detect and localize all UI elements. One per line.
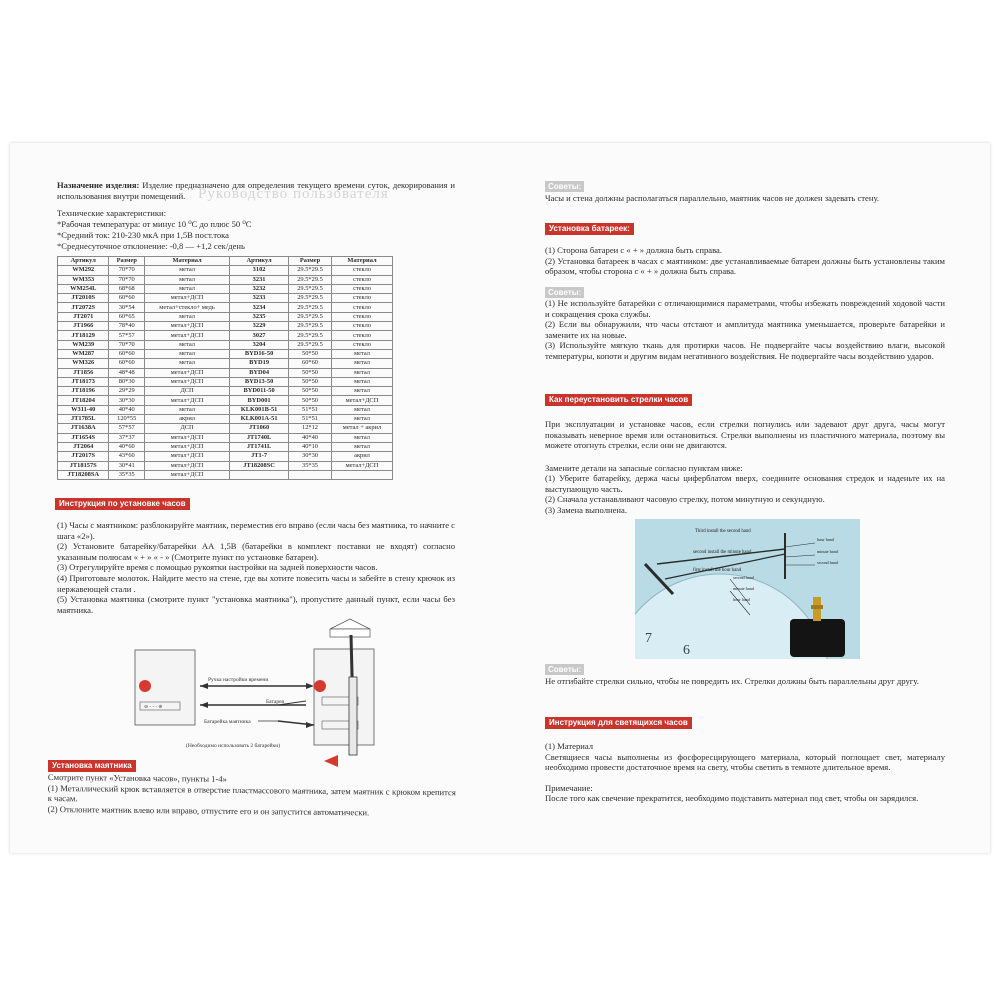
pendulum-step: (1) Металлический крюк вставляется в отверстие пластмассового маятника, затем маятник с крюком крепится к часам. (47, 782, 456, 804)
table-cell: метал + акрил (331, 424, 392, 433)
pendulum-step: (2) Отклоните маятник влево или вправо, отпустите его и он запустится автоматически. (47, 803, 370, 818)
table-cell: акрил (145, 415, 230, 424)
table-cell: метал (331, 349, 392, 358)
table-cell: стекло (331, 331, 392, 340)
table-row (58, 294, 393, 303)
table-cell: WM287 (58, 349, 109, 358)
table-cell (289, 470, 332, 479)
table-cell: метал+ДСП (145, 433, 230, 442)
table-cell: 3234 (230, 303, 289, 312)
glow-block (545, 741, 945, 804)
glow-header: Инструкция для светящихся часов (545, 717, 692, 729)
table-cell: метал (331, 377, 392, 386)
table-cell: JT18129 (58, 331, 109, 340)
table-cell: метал (331, 415, 392, 424)
table-cell: 68*68 (109, 284, 145, 293)
table-cell: JT1638A (58, 424, 109, 433)
tips2-step: (1) Не используйте батарейки с отличающимися параметрами, чтобы избежать повреждений ходовой части и сокращения срока службы. (545, 298, 945, 319)
table-cell: 29.5*29.5 (289, 275, 332, 284)
table-cell: 3232 (230, 284, 289, 293)
table-cell: JT2010S (58, 294, 109, 303)
install-steps (57, 520, 455, 615)
tips1-header: Советы: (545, 181, 584, 192)
table-row (58, 275, 393, 284)
hand-label: first install the hour hand (693, 568, 742, 573)
table-cell: 30*41 (109, 461, 145, 470)
table-row (58, 452, 393, 461)
table-cell: акрил (331, 452, 392, 461)
table-cell: 60*65 (109, 312, 145, 321)
table-cell: 40*10 (289, 442, 332, 451)
table-cell (331, 470, 392, 479)
table-row (58, 303, 393, 312)
table-cell: метал+ДСП (331, 396, 392, 405)
table-cell: метал+ДСП (145, 377, 230, 386)
hand-label: minute hand (817, 549, 838, 554)
table-header-cell: Материал (145, 257, 230, 266)
svg-text:6: 6 (683, 643, 690, 658)
label-time-knob: Ручка настройки времени (208, 677, 269, 683)
table-cell: метал+ДСП (145, 331, 230, 340)
table-cell: метал (145, 284, 230, 293)
table-cell: метал (331, 387, 392, 396)
table-cell: 29.5*29.5 (289, 294, 332, 303)
pendulum-block (48, 772, 456, 819)
table-cell: метал+ДСП (145, 452, 230, 461)
table-cell: 80*30 (109, 377, 145, 386)
table-cell: стекло (331, 322, 392, 331)
table-cell: 30*30 (289, 452, 332, 461)
table-header-cell: Артикул (230, 257, 289, 266)
table-row (58, 284, 393, 293)
install-step: (1) Часы с маятником: разблокируйте маятник, переместив его вправо (если часы без маятника, то начните с шага «2»). (57, 520, 455, 541)
tips1-text: Часы и стена должны располагаться параллельно, маятник часов не должен задевать стену. (545, 193, 880, 203)
specs-block (57, 208, 387, 252)
table-cell: JT1654S (58, 433, 109, 442)
hands-steps (545, 473, 945, 515)
table-cell: 3229 (230, 322, 289, 331)
svg-text:⊖ - - - ⊕: ⊖ - - - ⊕ (144, 705, 163, 710)
table-cell: 120*55 (109, 415, 145, 424)
battery-step: (2) Установка батареек в часах с маятником: две устанавливаемые батареи должны быть установлены таким образом, чтобы сторона с « + » должна быть справа. (545, 255, 945, 277)
table-cell: JT18173 (58, 377, 109, 386)
table-cell (230, 470, 289, 479)
table-cell: JT1741L (230, 442, 289, 451)
install-step: (2) Установите батарейку/батарейки АА 1,5В (батарейки в комплект поставки не входят) согласно указанным полюсам « + » « - » (Смотрите пункт по установке батареи). (57, 541, 455, 562)
table-cell: 35*35 (289, 461, 332, 470)
table-cell: метал+ДСП (331, 461, 392, 470)
table-cell: 35*35 (109, 470, 145, 479)
battery-diagram (128, 617, 458, 767)
table-cell: стекло (331, 266, 392, 275)
table-cell: 70*70 (109, 266, 145, 275)
table-cell: JT2071 (58, 312, 109, 321)
hands-header: Как переустановить стрелки часов (545, 394, 692, 406)
table-cell: 29.5*29.5 (289, 331, 332, 340)
table-row (58, 387, 393, 396)
table-cell: 48*48 (109, 368, 145, 377)
table-cell: 29.5*29.5 (289, 303, 332, 312)
table-header-row (58, 257, 393, 266)
table-cell: BYD13-50 (230, 377, 289, 386)
table-cell: 50*50 (289, 387, 332, 396)
table-cell: JT2017S (58, 452, 109, 461)
glow-material-title: (1) Материал (545, 741, 594, 751)
hands-para2: Замените детали на запасные согласно пунктам ниже: (545, 463, 743, 473)
table-cell: метал+ДСП (145, 470, 230, 479)
table-cell: стекло (331, 284, 392, 293)
table-row (58, 340, 393, 349)
tips2-step: (2) Если вы обнаружили, что часы отстают и амплитуда маятника уменьшается, проверьте батарейки и замените их на новые. (545, 319, 945, 340)
label-pendulum-battery: Батарейка маятника (204, 719, 251, 725)
table-row (58, 415, 393, 424)
table-cell: WM292 (58, 266, 109, 275)
table-cell: метал (145, 349, 230, 358)
table-cell: метал (145, 266, 230, 275)
table-cell: BYD04 (230, 368, 289, 377)
table-cell: метал+ДСП (145, 368, 230, 377)
tips3-header: Советы: (545, 664, 584, 675)
product-table (57, 256, 393, 480)
intro-text: Изделие предназначено для определения текущего времени суток, декорирования и использования внутри помещений. (57, 180, 455, 201)
table-cell: метал (145, 359, 230, 368)
table-cell: JT18157S (58, 461, 109, 470)
hands-para1: При эксплуатации и установке часов, если стрелки погнулись или задевают друг друга, часы могут показывать неверное время или остановиться. Стрелки выполнены из пластичного материала, поэтому вы можете отогнуть стрелки, если они не двигаются. (545, 419, 945, 451)
table-cell: JT18208SA (58, 470, 109, 479)
table-cell: 70*70 (109, 275, 145, 284)
tips2-header: Советы: (545, 287, 584, 298)
table-cell: JT1785L (58, 415, 109, 424)
table-cell: 3233 (230, 294, 289, 303)
table-header-cell: Размер (109, 257, 145, 266)
table-cell: WM353 (58, 275, 109, 284)
battery-steps (545, 245, 945, 277)
glow-material-text: Светящиеся часы выполнены из фосфоресцирующего материала, который поглощает свет, материалу необходимо провести достаточное время на свету, чтобы светить в темноте длительное время. (545, 751, 945, 773)
table-row (58, 433, 393, 442)
battery-step: (1) Сторона батареи с « + » должна быть справа. (545, 245, 722, 255)
spec-item: *Среднесуточное отклонение: -0,8 — +1,2 сек/день (57, 241, 245, 251)
table-cell: 60*60 (109, 359, 145, 368)
hand-label: second hand (733, 575, 754, 580)
table-cell: 60*60 (109, 294, 145, 303)
table-cell: 51*51 (289, 415, 332, 424)
table-cell: 78*40 (109, 322, 145, 331)
hands-step: (1) Уберите батарейку, держа часы циферблатом вверх, соедините основания стредок и наденьте их на выступающую часть. (545, 473, 945, 494)
hands-install-illustration (635, 519, 860, 659)
table-row (58, 424, 393, 433)
table-row (58, 442, 393, 451)
figure1-caption: (Необходимо использовать 2 батарейки) (186, 743, 281, 749)
table-cell: метал+ДСП (145, 322, 230, 331)
pendulum-intro: Смотрите пункт «Установка часов», пункты 1-4» (47, 772, 227, 784)
hands-step: (3) Замена выполнена. (545, 504, 627, 515)
pendulum-header: Установка маятника (48, 760, 136, 772)
table-row (58, 322, 393, 331)
table-cell: BYD011-50 (230, 387, 289, 396)
table-cell: WM254L (58, 284, 109, 293)
table-cell: 40*60 (109, 442, 145, 451)
table-row (58, 359, 393, 368)
table-cell: метал (331, 433, 392, 442)
table-cell: 29.5*29.5 (289, 340, 332, 349)
table-cell: 3235 (230, 312, 289, 321)
table-cell: 50*50 (289, 377, 332, 386)
hand-label: hour hand (817, 537, 834, 542)
table-cell: JT2064 (58, 442, 109, 451)
install-step: (3) Отрегулируйте время с помощью рукоятки настройки на задней поверхности часов. (57, 562, 378, 573)
table-cell: 57*57 (109, 331, 145, 340)
table-cell: 3027 (230, 331, 289, 340)
table-row (58, 349, 393, 358)
hands-step: (2) Сначала устанавливают часовую стрелку, потом минутную и секундную. (545, 494, 825, 505)
spec-item: *Рабочая температура: от минус 10 ⁰С до плюс 50 ⁰С (57, 219, 252, 229)
table-cell: JT1740L (230, 433, 289, 442)
table-cell: JT1-7 (230, 452, 289, 461)
table-cell: 3204 (230, 340, 289, 349)
table-cell: KLK001A-51 (230, 415, 289, 424)
table-cell: метал+ДСП (145, 442, 230, 451)
tips2-steps (545, 298, 945, 362)
table-row (58, 461, 393, 470)
hand-label: second install the minute hand (693, 550, 752, 555)
table-cell: BYD19 (230, 359, 289, 368)
table-cell: 29.5*29.5 (289, 266, 332, 275)
intro-label: Назначение изделия: (57, 180, 140, 190)
table-cell: метал+стекло+ медь (145, 303, 230, 312)
table-cell: 43*60 (109, 452, 145, 461)
table-cell: метал (331, 442, 392, 451)
hand-label: minute hand (733, 586, 754, 591)
table-row (58, 405, 393, 414)
table-cell: 30*30 (109, 396, 145, 405)
spec-item: *Средний ток: 210-230 мкА при 1,5В пост.тока (57, 230, 230, 240)
table-row (58, 377, 393, 386)
table-row (58, 470, 393, 479)
intro-paragraph (57, 180, 455, 201)
table-cell: 40*40 (109, 405, 145, 414)
table-cell: 29.5*29.5 (289, 284, 332, 293)
table-cell: JT18208SC (230, 461, 289, 470)
table-cell: метал (331, 359, 392, 368)
table-cell: JT1966 (58, 322, 109, 331)
tips3-text: Не отгибайте стрелки сильно, чтобы не повредить их. Стрелки должны быть параллельны друг другу. (545, 676, 919, 686)
table-cell: WM326 (58, 359, 109, 368)
table-row (58, 396, 393, 405)
hand-label: Third install the second hand (695, 529, 751, 534)
glow-note-text: После того как свечение прекратится, необходимо подставить материал под свет, чтобы он зарядился. (545, 793, 919, 804)
table-cell: JT1060 (230, 424, 289, 433)
install-header: Инструкция по установке часов (55, 498, 190, 510)
table-header-cell: Материал (331, 257, 392, 266)
table-cell: стекло (331, 294, 392, 303)
table-cell: ДСП (145, 424, 230, 433)
table-cell: метал (331, 405, 392, 414)
table-cell: JT18204 (58, 396, 109, 405)
specs-title: Технические характеристики: (57, 208, 166, 218)
table-cell: 70*70 (109, 340, 145, 349)
table-cell: KLK001B-51 (230, 405, 289, 414)
table-cell: стекло (331, 275, 392, 284)
table-cell: метал+ДСП (145, 396, 230, 405)
table-cell: 50*50 (289, 396, 332, 405)
table-cell: метал (145, 340, 230, 349)
table-cell: стекло (331, 340, 392, 349)
table-cell: 29.5*29.5 (289, 322, 332, 331)
table-cell: BYD001 (230, 396, 289, 405)
table-cell: метал (331, 368, 392, 377)
glow-note-title: Примечание: (545, 782, 593, 793)
hands-install-photo (635, 519, 860, 659)
table-cell: метал (145, 275, 230, 284)
table-row (58, 331, 393, 340)
table-header-cell: Артикул (58, 257, 109, 266)
table-row (58, 368, 393, 377)
table-cell: метал (145, 405, 230, 414)
table-cell: 60*60 (109, 349, 145, 358)
table-cell: 50*50 (289, 368, 332, 377)
hand-label: second hand (817, 560, 838, 565)
table-body (58, 266, 393, 480)
table-cell: стекло (331, 303, 392, 312)
table-cell: JT1856 (58, 368, 109, 377)
svg-text:7: 7 (645, 631, 652, 646)
table-cell: 57*57 (109, 424, 145, 433)
table-header-cell: Размер (289, 257, 332, 266)
table-row (58, 266, 393, 275)
table-cell: W311-40 (58, 405, 109, 414)
install-step: (5) Установка маятника (смотрите пункт "установка маятника"), пропустите данный пункт, если часы без маятника. (57, 594, 455, 615)
install-step: (4) Приготовьте молоток. Найдите место на стене, где вы хотите повесить часы и забейте в стену крючок из нержавеющей стали . (57, 572, 455, 594)
table-cell: 3102 (230, 266, 289, 275)
table-cell: метал+ДСП (145, 461, 230, 470)
table-cell: 12*12 (289, 424, 332, 433)
table-cell: 37*37 (109, 433, 145, 442)
table-cell: стекло (331, 312, 392, 321)
battery-header: Установка батареек: (545, 223, 634, 235)
table-cell: ДСП (145, 387, 230, 396)
table-cell: BYD16-50 (230, 349, 289, 358)
table-row (58, 312, 393, 321)
table-cell: метал (145, 312, 230, 321)
table-cell: 29.5*29.5 (289, 312, 332, 321)
label-battery: Батарея (266, 699, 285, 705)
table-cell: JT2072S (58, 303, 109, 312)
table-cell: 60*60 (289, 359, 332, 368)
table-cell: 50*50 (289, 349, 332, 358)
ghost-title: Руководство пользователя (198, 186, 389, 202)
table-cell: 29*29 (109, 387, 145, 396)
table-cell: JT18196 (58, 387, 109, 396)
hand-label: hour hand (733, 597, 750, 602)
table-cell: 3231 (230, 275, 289, 284)
table-cell: 51*51 (289, 405, 332, 414)
table-cell: метал+ДСП (145, 294, 230, 303)
table-cell: 40*40 (289, 433, 332, 442)
tips2-step: (3) Используйте мягкую ткань для протирки часов. Не подвергайте часы воздействию влаги, высокой температуры, копоти и другим видам негативного воздействия. Не подвергайте часы воздействию ударов. (545, 340, 945, 361)
table-cell: 30*54 (109, 303, 145, 312)
table-cell: WM239 (58, 340, 109, 349)
